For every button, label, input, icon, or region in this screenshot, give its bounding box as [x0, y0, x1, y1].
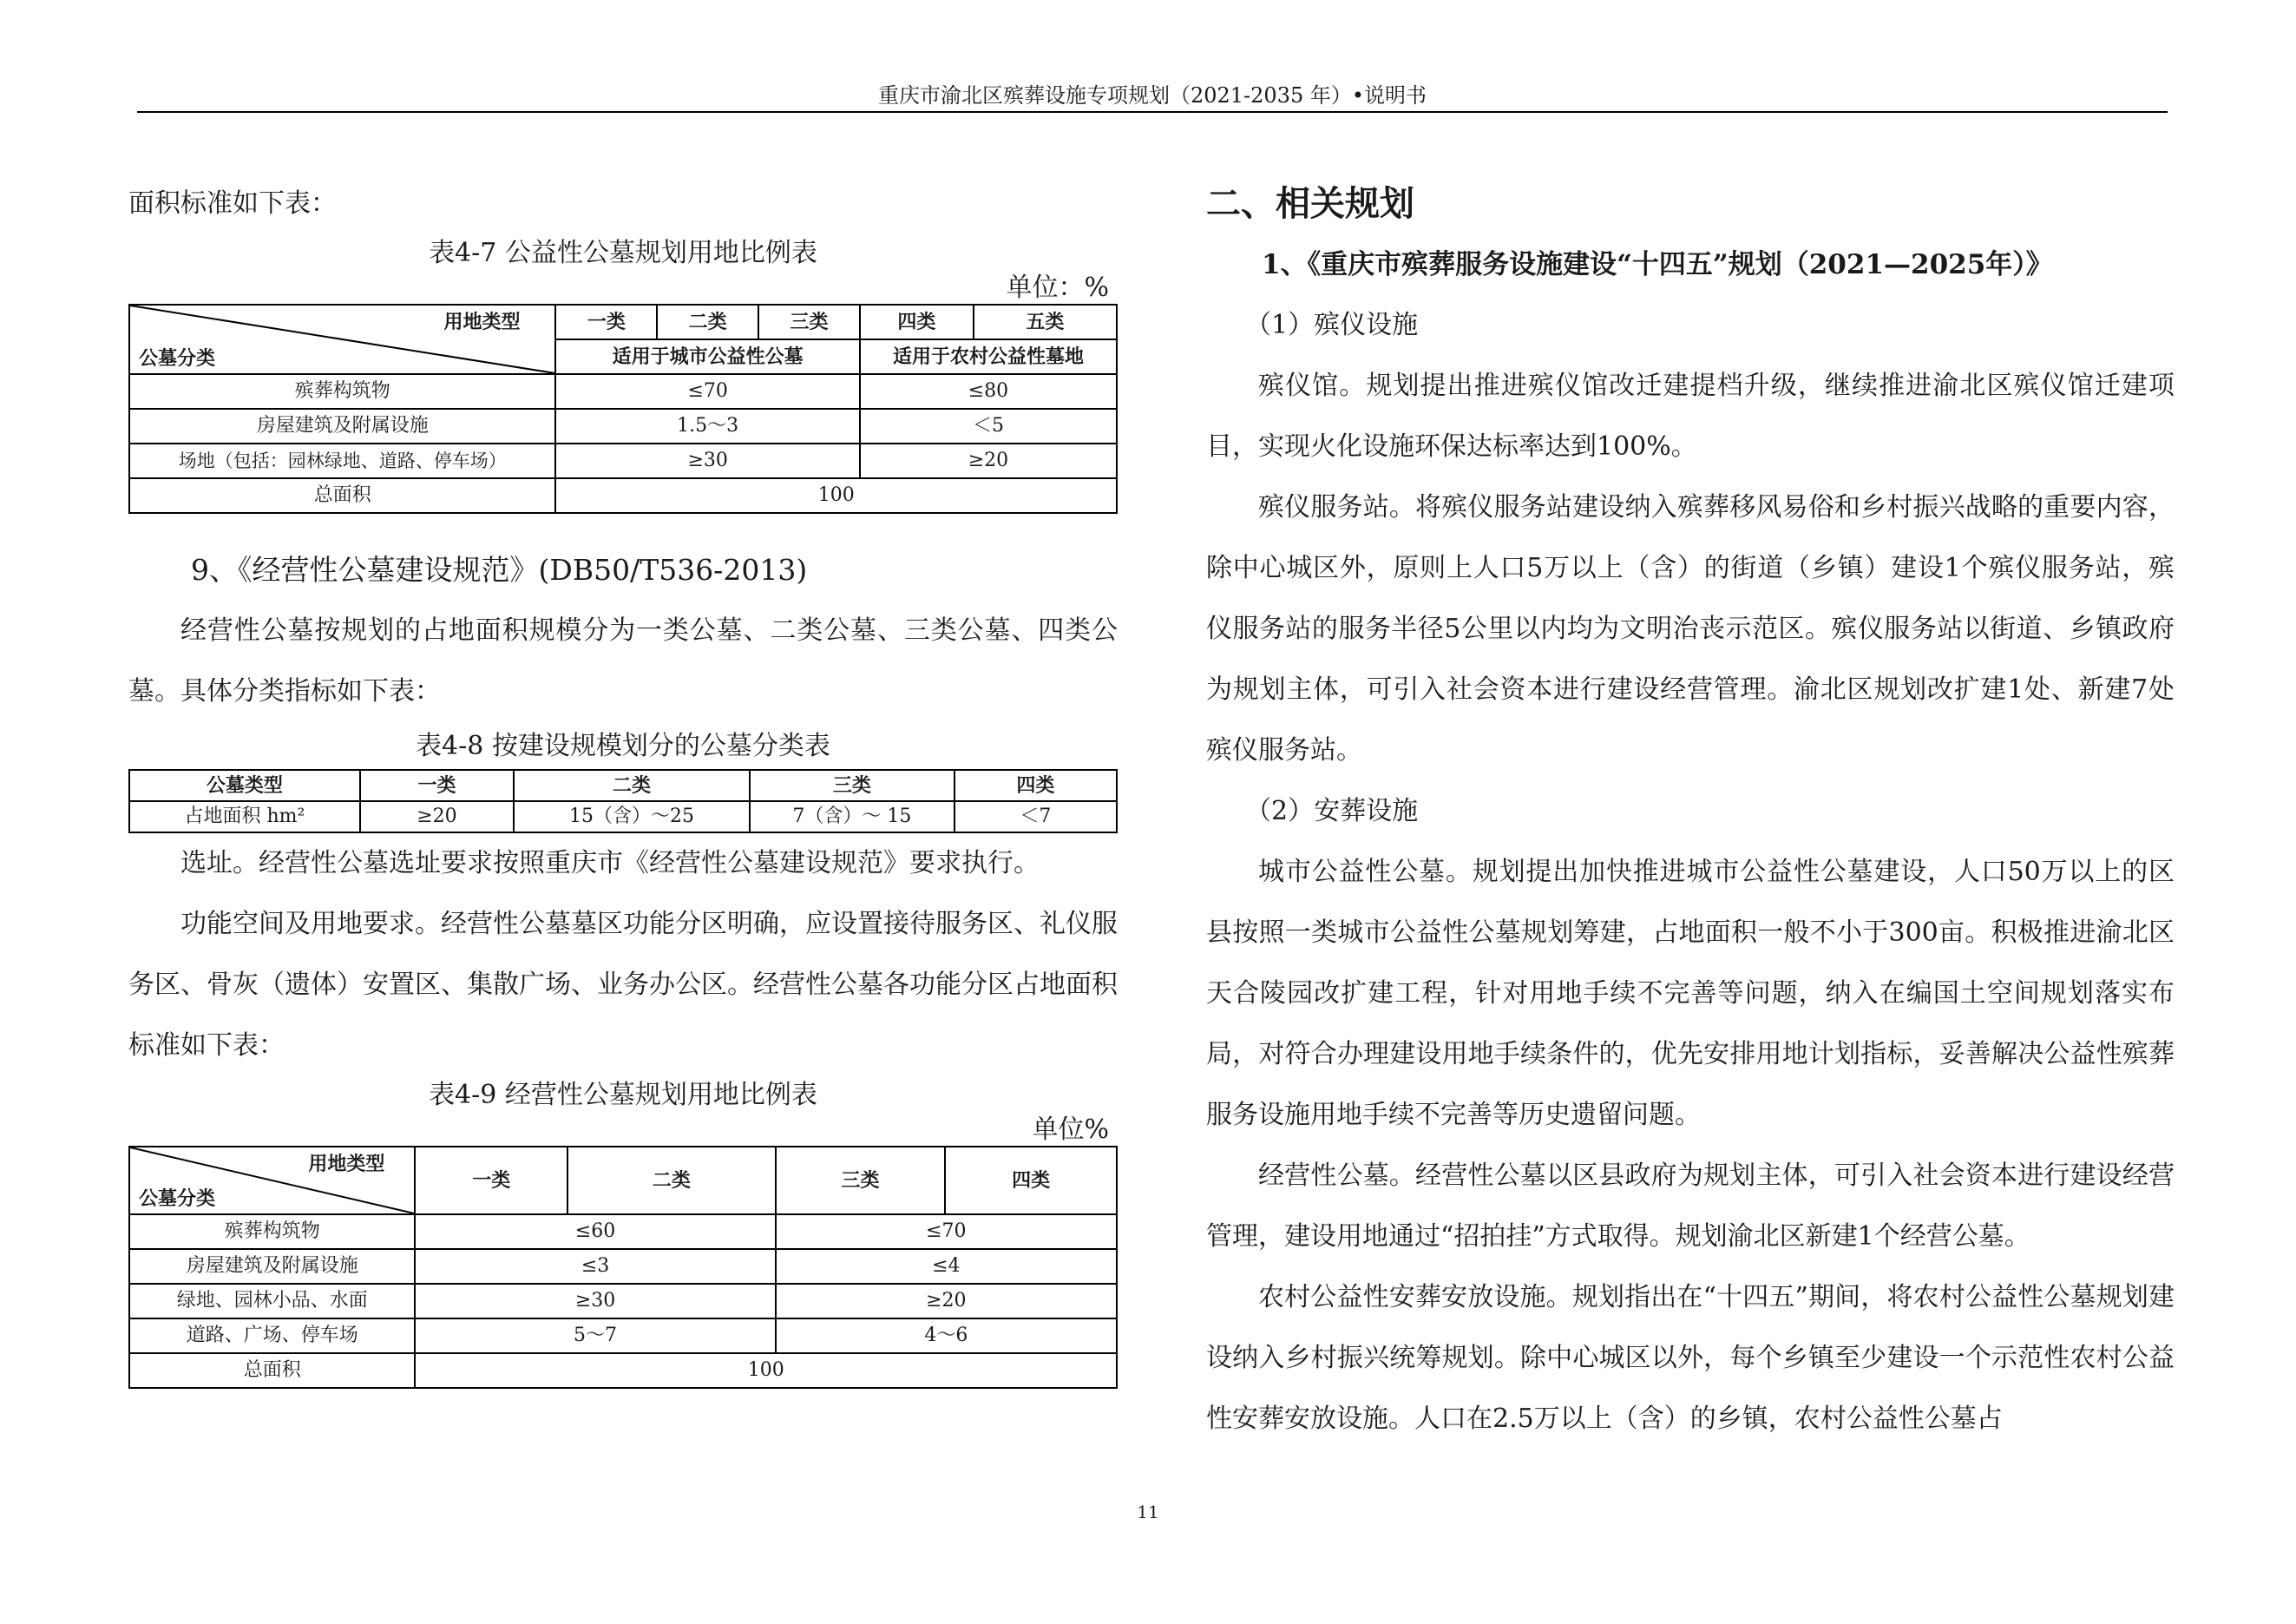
item-heading: （1）殡仪设施: [1245, 310, 1419, 340]
type-header: 三类: [758, 305, 860, 339]
table-4-7-caption: 表4-7 公益性公墓规划用地比例表: [429, 238, 817, 268]
table-4-8: [128, 769, 1118, 833]
column-header: 二类: [514, 770, 750, 801]
table-row: [129, 1284, 1117, 1318]
table-cell: 15（含）～25: [514, 801, 750, 832]
cell-a: ≤3: [415, 1249, 775, 1284]
type-header: 五类: [974, 305, 1117, 339]
table-row: [129, 1318, 1117, 1353]
paragraph: 殡仪馆。规划提出推进殡仪馆改迁建提档升级，继续推进渝北区殡仪馆迁建项目，实现火化设施环保达标率达到100%。: [1206, 371, 2175, 462]
table-4-7: [128, 304, 1118, 514]
table-row: [129, 444, 1117, 478]
subsection-1-title: 1、《重庆市殡葬服务设施建设“十四五”规划（2021—2025年）》: [1262, 249, 2053, 280]
column-header: 公墓类型: [129, 770, 360, 801]
table-4-9-corner: [129, 1147, 415, 1214]
table-row: [129, 374, 1117, 409]
cell-a: ≥30: [415, 1284, 775, 1318]
column-header: 四类: [954, 770, 1117, 801]
table-cell: 7（含）～ 15: [750, 801, 954, 832]
cell-city: ≤70: [555, 374, 859, 409]
cell-rural: ＜5: [860, 409, 1117, 444]
row-label: 殡葬构筑物: [129, 374, 555, 409]
table-row: [129, 1214, 1117, 1249]
row-label: 场地（包括：园林绿地、道路、停车场）: [129, 444, 555, 478]
type-header: 四类: [945, 1147, 1117, 1214]
cell-city: 1.5～3: [555, 409, 859, 444]
type-header: 一类: [555, 305, 657, 339]
total-value: 100: [555, 478, 1117, 513]
paragraph: 功能空间及用地要求。经营性公墓墓区功能分区明确，应设置接待服务区、礼仪服务区、骨灰（遗体）安置区、集散广场、业务办公区。经营性公墓各功能分区占地面积标准如下表：: [128, 909, 1118, 1061]
paragraph: 农村公益性安葬安放设施。规划指出在“十四五”期间，将农村公益性公墓规划建设纳入乡村振兴统筹规划。除中心城区以外，每个乡镇至少建设一个示范性农村公益性安葬安放设施。人口在2.5万以上（含）的乡镇，农村公益性公墓占: [1206, 1282, 2175, 1434]
page-number: 11: [1137, 1502, 1159, 1522]
table-row: [129, 1353, 1117, 1388]
right-column: [1206, 174, 2175, 1450]
cell-rural: ≤80: [860, 374, 1117, 409]
cell-rural: ≥20: [860, 444, 1117, 478]
header-rule: [137, 111, 2168, 113]
table-4-9-caption: 表4-9 经营性公墓规划用地比例表: [429, 1080, 817, 1110]
group-city-header: 适用于城市公益性公墓: [555, 339, 859, 374]
page-header: 重庆市渝北区殡葬设施专项规划（2021-2035 年）•说明书: [877, 83, 1427, 108]
cell-b: ≥20: [776, 1284, 1117, 1318]
section-title: 二、相关规划: [1206, 184, 1414, 224]
cell-a: 5～7: [415, 1318, 775, 1353]
table-cell: ≥20: [360, 801, 514, 832]
type-header: 二类: [657, 305, 758, 339]
cell-a: ≤60: [415, 1214, 775, 1249]
table-4-8-caption: 表4-8 按建设规模划分的公墓分类表: [416, 731, 830, 761]
cell-b: 4～6: [776, 1318, 1117, 1353]
column-header: 一类: [360, 770, 514, 801]
table-cell: ＜7: [954, 801, 1117, 832]
row-label: 殡葬构筑物: [129, 1214, 415, 1249]
row-label: 房屋建筑及附属设施: [129, 1249, 415, 1284]
corner-top-label: 用地类型: [443, 311, 521, 333]
table-row: [129, 409, 1117, 444]
corner-bottom-label: 公墓分类: [139, 347, 216, 370]
table-row: [129, 1249, 1117, 1284]
total-value: 100: [415, 1353, 1117, 1388]
row-label: 道路、广场、停车场: [129, 1318, 415, 1353]
intro-text: 面积标准如下表：: [128, 188, 337, 219]
cell-b: ≤70: [776, 1214, 1117, 1249]
table-4-7-corner: [129, 305, 555, 374]
corner-bottom-label: 公墓分类: [139, 1187, 216, 1210]
group-rural-header: 适用于农村公益性墓地: [860, 339, 1117, 374]
type-header: 二类: [567, 1147, 776, 1214]
table-4-9: [128, 1146, 1118, 1389]
column-header: 三类: [750, 770, 954, 801]
paragraph: 城市公益性公墓。规划提出加快推进城市公益性公墓建设，人口50万以上的区县按照一类城市公益性公墓规划筹建，占地面积一般不小于300亩。积极推进渝北区天合陵园改扩建工程，针对用地手续不完善等问题，纳入在编国土空间规划落实布局，对符合办理建设用地手续条件的，优先安排用地计划指标，妥善解决公益性殡葬服务设施用地手续不完善等历史遗留问题。: [1206, 857, 2175, 1130]
row-label: 占地面积 hm²: [129, 801, 360, 832]
table-row: [129, 478, 1117, 513]
cell-b: ≤4: [776, 1249, 1117, 1284]
table-4-7-unit: 单位：%: [1006, 273, 1109, 303]
corner-top-label: 用地类型: [308, 1153, 385, 1175]
type-header: 四类: [860, 305, 974, 339]
table-4-9-unit: 单位%: [1032, 1114, 1109, 1145]
type-header: 三类: [776, 1147, 946, 1214]
total-label: 总面积: [129, 1353, 415, 1388]
paragraph: 经营性公墓按规划的占地面积规模分为一类公墓、二类公墓、三类公墓、四类公墓。具体分类指标如下表：: [128, 615, 1118, 707]
item-heading: （2）安葬设施: [1245, 796, 1419, 826]
section-9-title: 9、《经营性公墓建设规范》(DB50/T536-2013): [191, 553, 808, 587]
left-column: [128, 174, 1118, 1389]
type-header: 一类: [415, 1147, 567, 1214]
cell-city: ≥30: [555, 444, 859, 478]
paragraph: 经营性公墓。经营性公墓以区县政府为规划主体，可引入社会资本进行建设经营管理，建设用地通过“招拍挂”方式取得。规划渝北区新建1个经营公墓。: [1206, 1160, 2175, 1252]
total-label: 总面积: [129, 478, 555, 513]
table-row: [129, 801, 1117, 832]
row-label: 绿地、园林小品、水面: [129, 1284, 415, 1318]
row-label: 房屋建筑及附属设施: [129, 409, 555, 444]
paragraph: 选址。经营性公墓选址要求按照重庆市《经营性公墓建设规范》要求执行。: [180, 848, 1040, 878]
paragraph: 殡仪服务站。将殡仪服务站建设纳入殡葬移风易俗和乡村振兴战略的重要内容，除中心城区外，原则上人口5万以上（含）的街道（乡镇）建设1个殡仪服务站，殡仪服务站的服务半径5公里以内均为文明治丧示范区。殡仪服务站以街道、乡镇政府为规划主体，可引入社会资本进行建设经营管理。渝北区规划改扩建1处、新建7处殡仪服务站。: [1206, 492, 2175, 766]
